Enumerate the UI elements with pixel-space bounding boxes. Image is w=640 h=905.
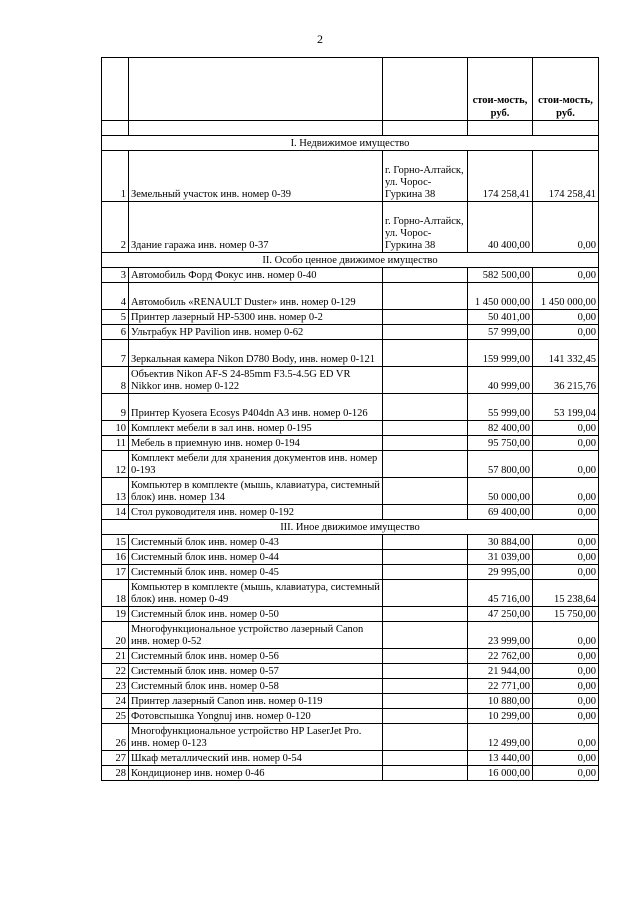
table-row — [102, 283, 599, 310]
row-number-cell: 5 — [102, 310, 129, 325]
cost-cell-1: 1 450 000,00 — [468, 283, 533, 310]
address-cell — [383, 709, 468, 724]
item-name-cell: Системный блок инв. номер 0-56 — [129, 649, 383, 664]
item-name-cell: Автомобиль Форд Фокус инв. номер 0-40 — [129, 268, 383, 283]
address-cell — [383, 649, 468, 664]
table-row — [102, 622, 599, 649]
section-title: III. Иное движимое имущество — [102, 520, 599, 535]
table-row — [102, 550, 599, 565]
row-number-cell: 11 — [102, 436, 129, 451]
cost-cell-1: 30 884,00 — [468, 535, 533, 550]
table-row — [102, 607, 599, 622]
table-row — [102, 325, 599, 340]
cost-cell-1: 16 000,00 — [468, 766, 533, 781]
table-row — [102, 151, 599, 202]
cost-cell-1: 582 500,00 — [468, 268, 533, 283]
table-row — [102, 649, 599, 664]
cost-cell-2: 0,00 — [533, 202, 599, 253]
address-cell — [383, 724, 468, 751]
row-number-cell: 7 — [102, 340, 129, 367]
cost-cell-2: 36 215,76 — [533, 367, 599, 394]
item-name-cell: Принтер Kyosera Ecosys P404dn A3 инв. номер 0-126 — [129, 394, 383, 421]
cost-cell-1: 45 716,00 — [468, 580, 533, 607]
row-number-cell: 6 — [102, 325, 129, 340]
row-number-cell: 23 — [102, 679, 129, 694]
cost-cell-2: 53 199,04 — [533, 394, 599, 421]
blank-cell — [129, 121, 383, 136]
row-number-cell: 25 — [102, 709, 129, 724]
section-title: II. Особо ценное движимое имущество — [102, 253, 599, 268]
item-name-cell: Компьютер в комплекте (мышь, клавиатура, системный блок) инв. номер 0-49 — [129, 580, 383, 607]
row-number-cell: 18 — [102, 580, 129, 607]
cost-cell-2: 0,00 — [533, 766, 599, 781]
table-row — [102, 694, 599, 709]
address-cell — [383, 751, 468, 766]
address-cell — [383, 505, 468, 520]
item-name-cell: Комплект мебели в зал инв. номер 0-195 — [129, 421, 383, 436]
cost-cell-2: 0,00 — [533, 679, 599, 694]
cost-cell-1: 47 250,00 — [468, 607, 533, 622]
address-cell — [383, 565, 468, 580]
cost-cell-2: 0,00 — [533, 535, 599, 550]
row-number-cell: 1 — [102, 151, 129, 202]
row-number-cell: 10 — [102, 421, 129, 436]
inventory-table-body — [102, 58, 599, 781]
cost-cell-2: 0,00 — [533, 649, 599, 664]
row-number-cell: 4 — [102, 283, 129, 310]
item-name-cell: Стол руководителя инв. номер 0-192 — [129, 505, 383, 520]
cost-cell-1: 29 995,00 — [468, 565, 533, 580]
header-cell-cost-2: стои-мость, руб. — [533, 58, 599, 121]
cost-cell-2: 0,00 — [533, 436, 599, 451]
address-cell — [383, 340, 468, 367]
item-name-cell: Шкаф металлический инв. номер 0-54 — [129, 751, 383, 766]
cost-cell-2: 0,00 — [533, 694, 599, 709]
item-name-cell: Земельный участок инв. номер 0-39 — [129, 151, 383, 202]
address-cell — [383, 421, 468, 436]
cost-cell-1: 23 999,00 — [468, 622, 533, 649]
cost-cell-1: 22 771,00 — [468, 679, 533, 694]
address-cell — [383, 325, 468, 340]
cost-cell-2: 0,00 — [533, 709, 599, 724]
address-cell — [383, 679, 468, 694]
address-cell — [383, 622, 468, 649]
table-row — [102, 340, 599, 367]
cost-cell-2: 1 450 000,00 — [533, 283, 599, 310]
cost-cell-2: 0,00 — [533, 565, 599, 580]
cost-cell-1: 13 440,00 — [468, 751, 533, 766]
address-cell — [383, 580, 468, 607]
row-number-cell: 9 — [102, 394, 129, 421]
table-row — [102, 766, 599, 781]
cost-cell-2: 0,00 — [533, 550, 599, 565]
cost-cell-2: 0,00 — [533, 724, 599, 751]
table-row — [102, 394, 599, 421]
row-number-cell: 28 — [102, 766, 129, 781]
item-name-cell: Системный блок инв. номер 0-45 — [129, 565, 383, 580]
item-name-cell: Принтер лазерный Canon инв. номер 0-119 — [129, 694, 383, 709]
cost-cell-1: 82 400,00 — [468, 421, 533, 436]
cost-cell-1: 40 400,00 — [468, 202, 533, 253]
inventory-table — [101, 57, 599, 781]
row-number-cell: 12 — [102, 451, 129, 478]
table-row — [102, 535, 599, 550]
cost-cell-1: 50 000,00 — [468, 478, 533, 505]
address-cell — [383, 367, 468, 394]
row-number-cell: 13 — [102, 478, 129, 505]
cost-cell-1: 31 039,00 — [468, 550, 533, 565]
address-cell — [383, 436, 468, 451]
address-cell — [383, 451, 468, 478]
item-name-cell: Комплект мебели для хранения документов инв. номер 0-193 — [129, 451, 383, 478]
item-name-cell: Системный блок инв. номер 0-57 — [129, 664, 383, 679]
cost-cell-1: 159 999,00 — [468, 340, 533, 367]
item-name-cell: Мебель в приемную инв. номер 0-194 — [129, 436, 383, 451]
row-number-cell: 20 — [102, 622, 129, 649]
row-number-cell: 14 — [102, 505, 129, 520]
section-title: I. Недвижимое имущество — [102, 136, 599, 151]
item-name-cell: Здание гаража инв. номер 0-37 — [129, 202, 383, 253]
blank-cell — [102, 121, 129, 136]
item-name-cell: Ультрабук HP Pavilion инв. номер 0-62 — [129, 325, 383, 340]
header-cell-name — [129, 58, 383, 121]
cost-cell-1: 174 258,41 — [468, 151, 533, 202]
table-row — [102, 505, 599, 520]
row-number-cell: 16 — [102, 550, 129, 565]
cost-cell-1: 57 800,00 — [468, 451, 533, 478]
cost-cell-2: 0,00 — [533, 622, 599, 649]
table-blank-row — [102, 121, 599, 136]
cost-cell-1: 57 999,00 — [468, 325, 533, 340]
table-row — [102, 451, 599, 478]
cost-cell-2: 141 332,45 — [533, 340, 599, 367]
page-number: 2 — [317, 32, 323, 46]
address-cell — [383, 766, 468, 781]
row-number-cell: 3 — [102, 268, 129, 283]
address-cell — [383, 283, 468, 310]
header-cell-number — [102, 58, 129, 121]
cost-cell-1: 50 401,00 — [468, 310, 533, 325]
item-name-cell: Системный блок инв. номер 0-50 — [129, 607, 383, 622]
table-row — [102, 679, 599, 694]
row-number-cell: 19 — [102, 607, 129, 622]
address-cell — [383, 535, 468, 550]
item-name-cell: Зеркальная камера Nikon D780 Body, инв. номер 0-121 — [129, 340, 383, 367]
header-cell-cost-1: стои-мость, руб. — [468, 58, 533, 121]
item-name-cell: Принтер лазерный HP-5300 инв. номер 0-2 — [129, 310, 383, 325]
cost-cell-2: 0,00 — [533, 478, 599, 505]
cost-cell-2: 0,00 — [533, 451, 599, 478]
cost-cell-1: 95 750,00 — [468, 436, 533, 451]
cost-cell-1: 22 762,00 — [468, 649, 533, 664]
section-header-row — [102, 136, 599, 151]
item-name-cell: Объектив Nikon AF-S 24-85mm F3.5-4.5G ED VR Nikkor инв. номер 0-122 — [129, 367, 383, 394]
table-row — [102, 268, 599, 283]
header-cell-address — [383, 58, 468, 121]
address-cell — [383, 694, 468, 709]
table-row — [102, 565, 599, 580]
row-number-cell: 22 — [102, 664, 129, 679]
row-number-cell: 15 — [102, 535, 129, 550]
item-name-cell: Системный блок инв. номер 0-58 — [129, 679, 383, 694]
table-row — [102, 421, 599, 436]
cost-cell-1: 21 944,00 — [468, 664, 533, 679]
cost-cell-1: 40 999,00 — [468, 367, 533, 394]
cost-cell-2: 0,00 — [533, 325, 599, 340]
blank-cell — [383, 121, 468, 136]
cost-cell-2: 0,00 — [533, 310, 599, 325]
table-row — [102, 580, 599, 607]
cost-cell-2: 174 258,41 — [533, 151, 599, 202]
item-name-cell: Многофункциональное устройство лазерный Canon инв. номер 0-52 — [129, 622, 383, 649]
item-name-cell: Компьютер в комплекте (мышь, клавиатура, системный блок) инв. номер 134 — [129, 478, 383, 505]
blank-cell — [533, 121, 599, 136]
table-header-row — [102, 58, 599, 121]
table-row — [102, 724, 599, 751]
cost-cell-2: 0,00 — [533, 421, 599, 436]
item-name-cell: Системный блок инв. номер 0-43 — [129, 535, 383, 550]
table-row — [102, 709, 599, 724]
cost-cell-2: 0,00 — [533, 751, 599, 766]
table-row — [102, 664, 599, 679]
row-number-cell: 27 — [102, 751, 129, 766]
address-cell — [383, 268, 468, 283]
cost-cell-2: 0,00 — [533, 664, 599, 679]
cost-cell-1: 10 880,00 — [468, 694, 533, 709]
row-number-cell: 17 — [102, 565, 129, 580]
row-number-cell: 8 — [102, 367, 129, 394]
address-cell: г. Горно-Алтайск, ул. Чорос-Гуркина 38 — [383, 151, 468, 202]
section-header-row — [102, 253, 599, 268]
item-name-cell: Многофункциональное устройство HP LaserJet Pro. инв. номер 0-123 — [129, 724, 383, 751]
table-row — [102, 478, 599, 505]
address-cell — [383, 550, 468, 565]
row-number-cell: 26 — [102, 724, 129, 751]
table-row — [102, 751, 599, 766]
cost-cell-1: 69 400,00 — [468, 505, 533, 520]
item-name-cell: Фотовспышка Yongnuj инв. номер 0-120 — [129, 709, 383, 724]
address-cell — [383, 478, 468, 505]
item-name-cell: Системный блок инв. номер 0-44 — [129, 550, 383, 565]
cost-cell-1: 10 299,00 — [468, 709, 533, 724]
address-cell — [383, 664, 468, 679]
item-name-cell: Автомобиль «RENAULT Duster» инв. номер 0-129 — [129, 283, 383, 310]
cost-cell-1: 12 499,00 — [468, 724, 533, 751]
table-row — [102, 310, 599, 325]
cost-cell-2: 0,00 — [533, 505, 599, 520]
item-name-cell: Кондиционер инв. номер 0-46 — [129, 766, 383, 781]
address-cell: г. Горно-Алтайск, ул. Чорос-Гуркина 38 — [383, 202, 468, 253]
table-row — [102, 202, 599, 253]
blank-cell — [468, 121, 533, 136]
address-cell — [383, 310, 468, 325]
cost-cell-2: 0,00 — [533, 268, 599, 283]
address-cell — [383, 607, 468, 622]
row-number-cell: 21 — [102, 649, 129, 664]
table-row — [102, 367, 599, 394]
section-header-row — [102, 520, 599, 535]
table-row — [102, 436, 599, 451]
cost-cell-2: 15 238,64 — [533, 580, 599, 607]
row-number-cell: 2 — [102, 202, 129, 253]
address-cell — [383, 394, 468, 421]
cost-cell-1: 55 999,00 — [468, 394, 533, 421]
row-number-cell: 24 — [102, 694, 129, 709]
cost-cell-2: 15 750,00 — [533, 607, 599, 622]
